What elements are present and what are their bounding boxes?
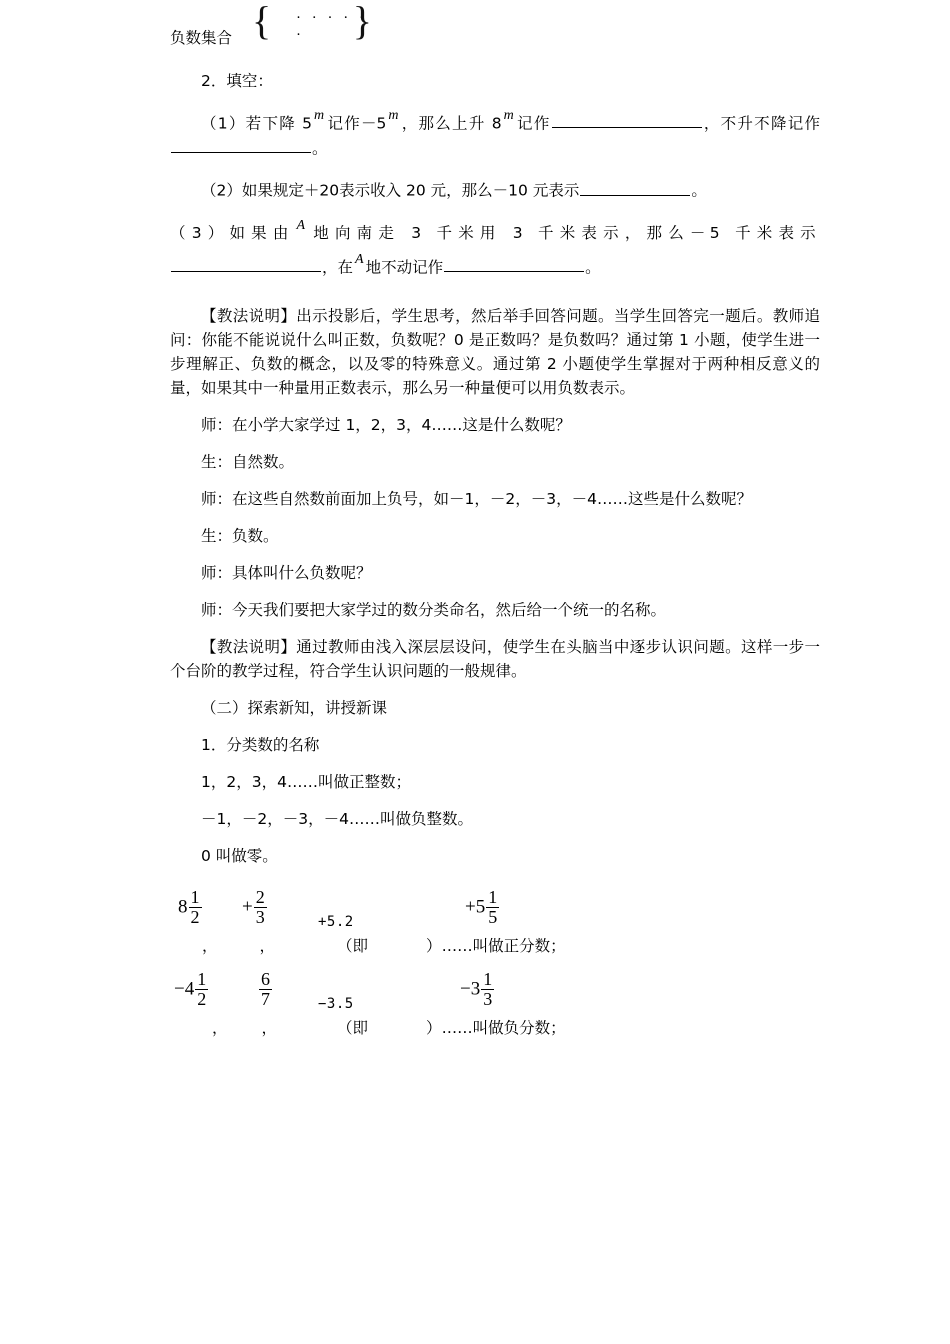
pf2-fraction [254, 888, 267, 926]
q3-point-label-a: A [296, 217, 310, 233]
q1-part-f: 。 [312, 139, 328, 158]
dialogue-line-4 [170, 561, 820, 585]
nf4-fraction [481, 970, 494, 1008]
pf4-whole: +5 [465, 896, 486, 918]
dialogue-text-3: 负数。 [232, 527, 279, 546]
pf-paren-close: ） [426, 937, 442, 956]
negative-fractions-baseline [170, 1016, 566, 1038]
nf-tail: ……叫做负分数； [441, 1019, 566, 1038]
q1-blank-1[interactable] [552, 111, 702, 128]
pf4-fraction [486, 888, 499, 926]
q1-part-d: 记作 [515, 114, 551, 133]
positive-frac-item-1 [178, 888, 203, 926]
exercise-question-1 [170, 108, 820, 160]
section2-heading: （二）探索新知，讲授新课 [201, 699, 388, 718]
positive-fractions-row [170, 882, 820, 960]
exercise-question-3-line2 [170, 252, 820, 280]
q1-part-a: （1）若下降 5 [201, 114, 313, 133]
q3-text-d: 地不动记作 [365, 258, 444, 277]
dialogue-speaker-1: 生： [201, 453, 233, 472]
pf2-sign: + [242, 896, 253, 918]
q2-text-b: 。 [691, 181, 707, 200]
nf2-denominator: 7 [261, 989, 270, 1010]
pf1-fraction [189, 888, 202, 926]
pf4-denominator: 5 [488, 907, 498, 928]
nf1-whole: −4 [174, 978, 195, 1000]
q2-blank-1[interactable] [580, 178, 690, 195]
dialogue-line-3 [170, 524, 820, 548]
pf1-denominator: 2 [190, 907, 200, 928]
q1-blank-2[interactable] [171, 136, 311, 153]
q1-part-e: ，不升不降记作 [702, 114, 820, 133]
negative-frac-item-4 [460, 970, 495, 1008]
pf1-whole: 8 [178, 896, 188, 918]
negative-frac-item-2 [258, 970, 273, 1008]
dialogue-line-5 [170, 598, 820, 622]
nf1-numerator: 1 [197, 969, 207, 990]
dialogue-line-0 [170, 413, 820, 437]
exercise-heading: 2．填空： [201, 72, 273, 90]
exercise-question-2 [170, 178, 820, 202]
teaching-note-1: 【教法说明】出示投影后，学生思考，然后举手回答问题。当学生回答完一题后。教师追问：你能不能说说什么叫正数，负数呢？0 是正数吗？是负数吗？通过第 1 小题，使学生进一步理解正、负数的概念，以及零的特殊意义。通过第 2 小题使学生掌握对于两种相反意义的量，如果其中一种量用正数表示，那么另一种量便可以用负数表示。 [170, 307, 820, 398]
q3-text-e: 。 [585, 258, 601, 277]
right-brace-icon: } [352, 0, 372, 43]
negative-frac-item-1 [174, 970, 209, 1008]
dialogue-speaker-5: 师： [201, 601, 233, 620]
nf4-numerator: 1 [483, 969, 493, 990]
nf-paren-close: ） [426, 1019, 442, 1038]
nf1-fraction [195, 970, 208, 1008]
dialogue-speaker-3: 生： [201, 527, 233, 546]
dialogue-text-0: 在小学大家学过 1，2，3，4……这是什么数呢？ [232, 416, 571, 435]
section2-sub-heading: 1．分类数的名称 [201, 736, 320, 755]
nf4-whole: −3 [460, 978, 481, 1000]
nf4-denominator: 3 [483, 989, 493, 1010]
positive-fractions-baseline [170, 934, 566, 956]
q3-text-c: ，在 [322, 258, 354, 277]
pf-comma-2: ， [259, 937, 276, 956]
page-content [170, 0, 820, 1042]
pf-paren-open: （即 [337, 937, 369, 956]
q1-unit-2: m [388, 108, 399, 124]
dialogue-text-2: 在这些自然数前面加上负号，如－1，－2，－3，－4……这些是什么数呢？ [232, 490, 752, 509]
dialogue-speaker-0: 师： [201, 416, 233, 435]
set-brace-group [252, 0, 372, 44]
dialogue-speaker-2: 师： [201, 490, 233, 509]
nf-comma-2: ， [261, 1019, 278, 1038]
pf2-numerator: 2 [255, 887, 265, 908]
q3-text-a: （3）如果由 [170, 223, 295, 242]
positive-frac-item-2 [242, 888, 268, 926]
dialogue-text-5: 今天我们要把大家学过的数分类命名，然后给一个统一的名称。 [232, 601, 667, 620]
positive-integers-line: 1，2，3，4……叫做正整数； [201, 773, 411, 792]
dialogue-text-1: 自然数。 [232, 453, 295, 472]
q1-unit-3: m [503, 108, 514, 124]
dialogue-line-1 [170, 450, 820, 474]
pf-tail: ……叫做正分数； [441, 937, 566, 956]
nf-paren-open: （即 [337, 1019, 369, 1038]
pf4-numerator: 1 [488, 887, 498, 908]
q1-part-b: 记作－5 [326, 114, 387, 133]
nf2-numerator: 6 [261, 969, 270, 990]
negative-decimal: −3.5 [318, 996, 354, 1013]
set-label: 负数集合 [170, 29, 233, 47]
pf-comma-1: ， [202, 937, 218, 956]
teaching-note-2: 【教法说明】通过教师由浅入深层层设问，使学生在头脑当中逐步认识问题。这样一步一个台阶的教学过程，符合学生认识问题的一般规律。 [170, 638, 820, 681]
q2-text-a: （2）如果规定＋20表示收入 20 元，那么－10 元表示 [201, 181, 580, 200]
q1-unit-1: m [314, 108, 325, 124]
positive-decimal: +5.2 [318, 914, 354, 931]
q3-text-b: 地向南走 3 千米用 3 千米表示，那么－5 千米表示 [311, 223, 820, 242]
exercise-question-3-line1 [170, 217, 820, 246]
left-brace-icon: { [252, 0, 272, 43]
zero-line: 0 叫做零。 [201, 847, 278, 866]
q3-blank-2[interactable] [444, 255, 584, 272]
q1-part-c: ，那么上升 8 [400, 114, 502, 133]
negative-integers-line: －1，－2，－3，－4……叫做负整数。 [201, 810, 473, 829]
dialogue-speaker-4: 师： [201, 564, 233, 583]
dialogue-line-2 [170, 487, 820, 511]
nf-comma-1: ， [212, 1019, 228, 1038]
q3-point-label-b: A [355, 252, 364, 268]
nf1-denominator: 2 [197, 989, 207, 1010]
ellipsis-dots: · · · · · · [296, 10, 368, 43]
pf2-denominator: 3 [255, 907, 265, 928]
q3-blank-1[interactable] [171, 255, 321, 272]
negative-fractions-row [170, 964, 820, 1042]
pf1-numerator: 1 [190, 887, 200, 908]
nf2-fraction [259, 970, 272, 1008]
negative-number-set-row [170, 0, 820, 56]
positive-frac-item-4 [465, 888, 500, 926]
dialogue-text-4: 具体叫什么负数呢？ [232, 564, 372, 583]
